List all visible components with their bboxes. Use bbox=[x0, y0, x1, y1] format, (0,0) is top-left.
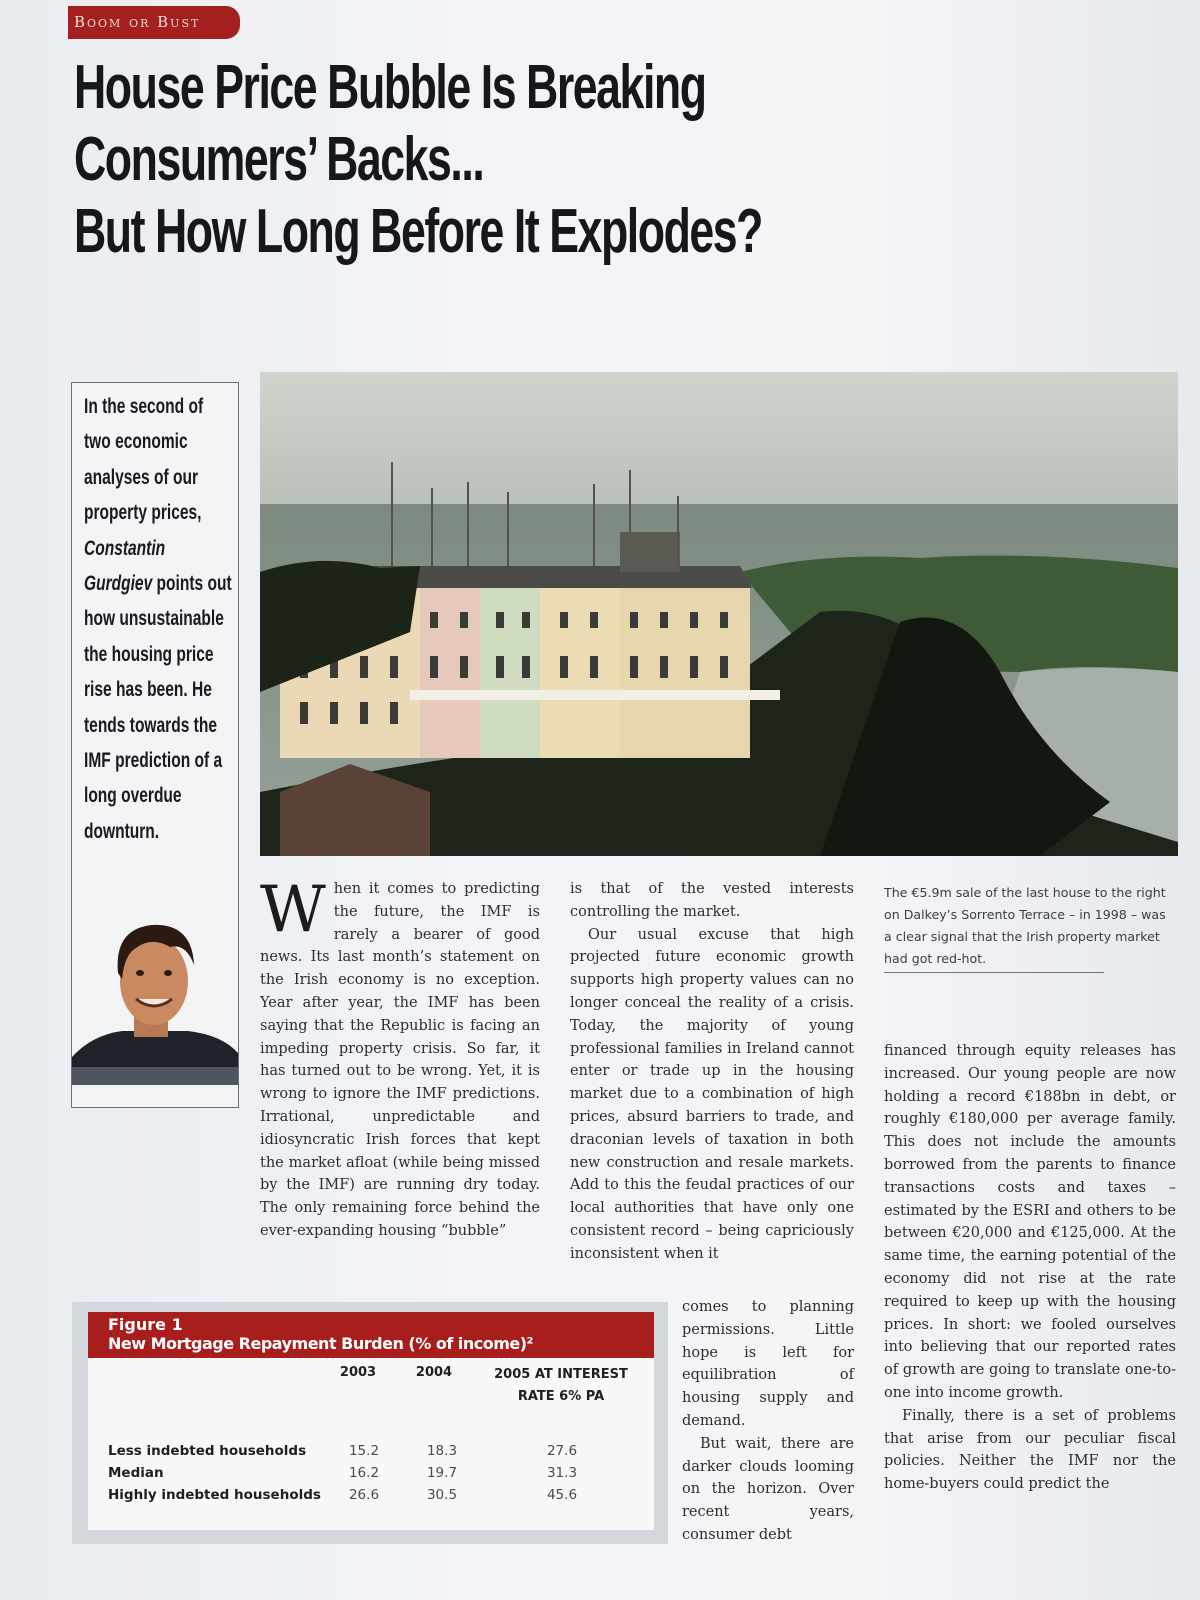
headline-line-3: But How Long Before It Explodes? bbox=[74, 197, 763, 266]
figure-cell: 19.7 bbox=[426, 1465, 458, 1481]
figure-cell: 15.2 bbox=[348, 1443, 380, 1459]
drop-cap: W bbox=[260, 873, 326, 947]
figure-1-panel bbox=[88, 1312, 654, 1530]
body-column-1 bbox=[260, 873, 540, 1243]
intro-box bbox=[71, 382, 239, 1108]
figure-row-less-indebted bbox=[108, 1440, 648, 1462]
photo-caption bbox=[884, 882, 1176, 973]
author-photo bbox=[72, 907, 238, 1085]
figure-col-header-2005: 2005 AT INTEREST RATE 6% PA bbox=[494, 1367, 628, 1404]
section-tag-label: Boom or Bust bbox=[74, 13, 201, 31]
figure-row-highly-indebted bbox=[108, 1484, 648, 1506]
figure-cell: 27.6 bbox=[546, 1443, 578, 1459]
figure-row-median bbox=[108, 1462, 648, 1484]
figure-row-label: Less indebted households bbox=[108, 1443, 307, 1459]
body-column-2 bbox=[570, 878, 854, 1266]
photo-caption-text: The €5.9m sale of the last house to the right on Dalkey’s Sorrento Terrace – in 1998 – was a clear signal that the Irish property market had got red-hot. bbox=[884, 885, 1166, 966]
figure-cell: 26.6 bbox=[348, 1487, 380, 1503]
headline bbox=[74, 52, 837, 268]
figure-cell: 31.3 bbox=[546, 1465, 578, 1481]
body-col2b-para-1: comes to planning permissions. Little hope is left for equilibration of housing supply and demand. bbox=[682, 1299, 854, 1429]
figure-row-label: Median bbox=[108, 1465, 164, 1481]
figure-col-header-2004: 2004 bbox=[415, 1365, 453, 1380]
figure-row-label: Highly indebted households bbox=[108, 1487, 321, 1503]
body-col2-para-1: is that of the vested interests controlling the market. bbox=[570, 881, 854, 920]
body-col3-para-1: financed through equity releases has increased. Our young people are now holding a record €188bn in debt, or roughly €180,000 per average family. This does not include the amounts borrowed from the parents to finance transactions costs and taxes – estimated by the ESRI and others to be between €20,000 and €125,000. At the same time, the earning potential of the economy did not rise at the rate required to keep up with the housing prices. In short: we fooled ourselves into believing that our reported rates of growth are going to translate one-to-one into income growth. bbox=[884, 1043, 1176, 1401]
figure-cell: 16.2 bbox=[348, 1465, 380, 1481]
figure-1-table bbox=[72, 1302, 668, 1544]
body-col2-para-2: Our usual excuse that high projected future economic growth supports high property values can no longer conceal the reality of a crisis. Today, the majority of young professional families in Ireland cannot enter or trade up in the housing market due to a combination of high prices, absurd barriers to trade, and draconian levels of taxation in both new construction and resale markets. Add to this the feudal practices of our local authorities that have only one consistent record – being capriciously inconsistent when it bbox=[570, 926, 854, 1262]
caption-rule bbox=[884, 972, 1104, 973]
body-column-2b bbox=[682, 1296, 854, 1547]
figure-cell: 18.3 bbox=[426, 1443, 458, 1459]
intro-text-before: In the second of two economic analyses of our property prices, bbox=[84, 395, 204, 525]
author-photo-strip bbox=[72, 1067, 238, 1085]
section-tag bbox=[68, 6, 240, 39]
body-col2b-para-2: But wait, there are darker clouds looming on the horizon. Over recent years, consumer debt bbox=[682, 1435, 854, 1543]
intro-text-after: points out how unsustainable the housing price rise has been. He tends towards the IMF prediction of a long overdue downturn. bbox=[84, 572, 232, 843]
intro-author-name: Constantin Gurdgiev bbox=[84, 536, 166, 596]
headline-line-2: Consumers’ Backs... bbox=[74, 125, 484, 194]
figure-cell: 30.5 bbox=[426, 1487, 458, 1503]
figure-1-header bbox=[88, 1312, 654, 1358]
intro-standfirst bbox=[84, 389, 232, 849]
figure-cell: 45.6 bbox=[546, 1487, 578, 1503]
body-col3-para-2: Finally, there is a set of problems that arise from our peculiar fiscal policies. Neither the IMF nor the home-buyers could predict the bbox=[884, 1407, 1176, 1493]
figure-col-header-2003: 2003 bbox=[339, 1365, 377, 1380]
figure-number: Figure 1 bbox=[108, 1315, 183, 1334]
figure-title: New Mortgage Repayment Burden (% of income)² bbox=[108, 1334, 534, 1353]
headline-line-1: House Price Bubble Is Breaking bbox=[74, 53, 706, 122]
body-column-3 bbox=[884, 1040, 1176, 1496]
lead-photo-sorrento-terrace bbox=[260, 372, 1178, 856]
body-col1-text: hen it comes to predicting the future, the IMF is rarely a bearer of good news. Its last month’s statement on the Irish economy is no exception. Year after year, the IMF has been saying that the Republic is facing an impeding property crisis. So far, it has turned out to be wrong. Yet, it is wrong to ignore the IMF predictions. Irrational, unpredictable and idiosyncratic Irish forces that kept the market afloat (while being missed by the IMF) are running dry today. The only remaining force behind the ever-expanding housing “bubble” bbox=[260, 881, 540, 1239]
